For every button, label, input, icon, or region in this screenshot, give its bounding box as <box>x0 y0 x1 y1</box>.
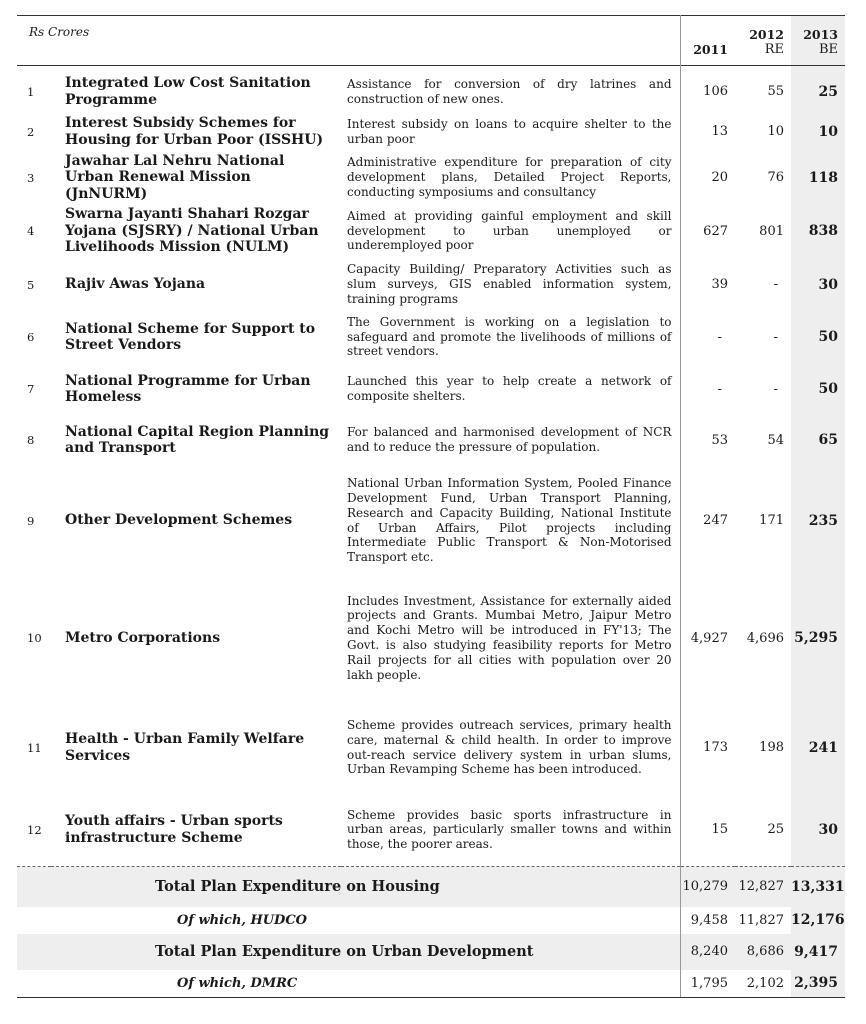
value-2012-re: 4,696 <box>746 630 784 646</box>
scheme-description: Capacity Building/ Preparatory Activities such as slum surveys, GIS enabled information system, training programs <box>347 262 672 306</box>
value-2013-be: 235 <box>791 467 845 575</box>
value-2012-re: 11,827 <box>738 912 784 928</box>
row-number: 5 <box>27 277 35 292</box>
year-2012-sub: RE <box>764 42 784 57</box>
scheme-name: Interest Subsidy Schemes for Housing for Urban Poor (ISSHU) <box>65 115 324 148</box>
value-2013-be: 9,417 <box>791 934 845 970</box>
total-label: Total Plan Expenditure on Urban Development <box>17 934 680 970</box>
value-2012-re: - <box>773 381 778 397</box>
value-2013-be: 50 <box>791 365 845 414</box>
row-number: 7 <box>27 382 35 396</box>
value-2011: 8,240 <box>680 934 735 970</box>
scheme-name: National Programme for Urban Homeless <box>65 372 311 405</box>
subtotal-row <box>17 907 845 934</box>
value-2013-be: 2,395 <box>791 970 845 998</box>
year-2012-label: 2012 <box>749 27 784 42</box>
subtotal-label: Of which, DMRC <box>17 970 680 998</box>
value-2011: 9,458 <box>680 907 735 934</box>
scheme-name: Integrated Low Cost Sanitation Programme <box>65 75 311 108</box>
scheme-name: Swarna Jayanti Shahari Rozgar Yojana (SJSRY) / National Urban Livelihoods Mission (NULM) <box>65 206 319 256</box>
total-row <box>17 934 845 970</box>
value-2012-re: 8,686 <box>735 934 791 970</box>
value-2011: 1,795 <box>680 970 735 998</box>
row-number: 12 <box>27 822 42 837</box>
scheme-description: Launched this year to help create a network of composite shelters. <box>347 374 672 403</box>
row-number: 3 <box>27 170 35 185</box>
row-number: 10 <box>27 631 42 645</box>
scheme-name: Other Development Schemes <box>65 512 293 529</box>
value-2012-re: 2,102 <box>735 970 791 998</box>
row-number: 8 <box>27 433 35 447</box>
value-2013-be: 12,176 <box>791 907 845 934</box>
value-2012-re: 54 <box>767 432 784 448</box>
table-row <box>17 575 845 702</box>
scheme-name: Jawahar Lal Nehru National Urban Renewal Mission (JnNURM) <box>65 152 285 202</box>
value-2012-re: 198 <box>759 740 784 755</box>
row-number: 2 <box>27 124 35 139</box>
value-2011: 4,927 <box>680 575 735 702</box>
table-row <box>17 260 845 310</box>
value-2013-be: 118 <box>791 153 845 203</box>
value-2011: - <box>680 310 735 365</box>
subtotal-row <box>17 970 845 998</box>
row-number: 6 <box>27 330 35 344</box>
value-2011: 13 <box>680 111 735 153</box>
budget-table-page <box>17 15 845 998</box>
scheme-description: Administrative expenditure for preparation of city development plans, Detailed Project Reports, conducting symposiums and consultancy <box>347 155 672 199</box>
year-2012-header <box>735 16 791 66</box>
value-2012-re: 171 <box>759 513 784 528</box>
value-2013-be: 25 <box>791 66 845 111</box>
subtotal-label: Of which, HUDCO <box>177 912 308 928</box>
value-2011: 173 <box>680 702 735 794</box>
value-2011: 53 <box>680 414 735 467</box>
value-2012-re: 801 <box>759 223 784 239</box>
scheme-name: Rajiv Awas Yojana <box>65 276 206 293</box>
table-row <box>17 467 845 575</box>
units-label: Rs Crores <box>29 25 90 39</box>
scheme-description: Scheme provides basic sports infrastructure in urban areas, particularly smaller towns and within those, the poorer areas. <box>347 807 672 852</box>
value-2011: 15 <box>680 794 735 867</box>
scheme-description: For balanced and harmonised development of NCR and to reduce the pressure of population. <box>347 425 672 454</box>
value-2011: - <box>680 365 735 414</box>
scheme-name: National Capital Region Planning and Transport <box>65 423 330 456</box>
year-2013-label: 2013 <box>803 27 838 42</box>
value-2011: 39 <box>680 260 735 310</box>
value-2011: 627 <box>680 203 735 260</box>
value-2012-re: 55 <box>767 84 784 100</box>
row-number: 9 <box>27 513 35 528</box>
value-2012-re: 25 <box>767 822 784 838</box>
scheme-name: Health - Urban Family Welfare Services <box>65 731 305 764</box>
value-2011: 106 <box>680 66 735 111</box>
value-2012-re: 76 <box>767 170 784 185</box>
value-2012-re: 10 <box>767 124 784 139</box>
row-number: 11 <box>27 740 42 755</box>
scheme-description: Includes Investment, Assistance for externally aided projects and Grants. Mumbai Metro, Jaipur Metro and Kochi Metro will be introduced in FY'13; The Govt. is also studying feasibility reports for Metro Rail projects for all cities with population over 20 lakh people. <box>347 593 672 682</box>
row-number: 1 <box>27 84 35 99</box>
total-label: Total Plan Expenditure on Housing <box>17 867 680 907</box>
value-2011: 20 <box>680 153 735 203</box>
scheme-name: Youth affairs - Urban sports infrastructure Scheme <box>65 813 283 846</box>
table-row <box>17 794 845 867</box>
year-2013-header <box>791 16 845 66</box>
year-2013-sub: BE <box>818 42 838 57</box>
scheme-description: The Government is working on a legislation to safeguard and promote the livelihoods of millions of street vendors. <box>347 314 672 359</box>
value-2013-be: 5,295 <box>791 575 845 702</box>
table-row <box>17 153 845 203</box>
value-2011: 10,279 <box>680 867 735 907</box>
value-2013-be: 30 <box>791 260 845 310</box>
scheme-description: National Urban Information System, Pooled Finance Development Fund, Urban Transport Planning, Research and Capacity Building, National Institute of Urban Affairs, Pilot projects including Intermediate Public Transport & Non-Motorised Transport etc. <box>347 476 672 565</box>
budget-table <box>17 15 845 998</box>
scheme-name: National Scheme for Support to Street Vendors <box>65 320 316 353</box>
value-2013-be: 241 <box>791 702 845 794</box>
year-2011-label: 2011 <box>693 42 728 57</box>
scheme-description: Scheme provides outreach services, primary health care, maternal & child health. In order to improve out-reach service delivery system in urban slums, Urban Revamping Scheme has been introduced. <box>347 717 672 777</box>
scheme-description: Assistance for conversion of dry latrines and construction of new ones. <box>347 76 672 106</box>
table-row <box>17 365 845 414</box>
total-row <box>17 867 845 907</box>
table-row <box>17 203 845 260</box>
value-2013-be: 30 <box>791 794 845 867</box>
value-2013-be: 65 <box>791 414 845 467</box>
table-row <box>17 414 845 467</box>
table-row <box>17 702 845 794</box>
year-2011-header <box>680 16 735 66</box>
row-number: 4 <box>27 224 35 238</box>
value-2011: 247 <box>680 467 735 575</box>
table-row <box>17 66 845 111</box>
table-row <box>17 111 845 153</box>
value-2012-re: - <box>773 277 778 292</box>
value-2013-be: 13,331 <box>791 867 845 907</box>
value-2013-be: 10 <box>791 111 845 153</box>
scheme-name: Metro Corporations <box>65 629 221 646</box>
value-2012-re: - <box>773 329 778 345</box>
value-2013-be: 838 <box>791 203 845 260</box>
table-header <box>17 16 845 66</box>
scheme-description: Interest subsidy on loans to acquire shelter to the urban poor <box>347 116 672 146</box>
value-2012-re: 12,827 <box>735 867 791 907</box>
scheme-description: Aimed at providing gainful employment and skill development to urban unemployed or underemployed poor <box>347 208 672 253</box>
table-row <box>17 310 845 365</box>
value-2013-be: 50 <box>791 310 845 365</box>
